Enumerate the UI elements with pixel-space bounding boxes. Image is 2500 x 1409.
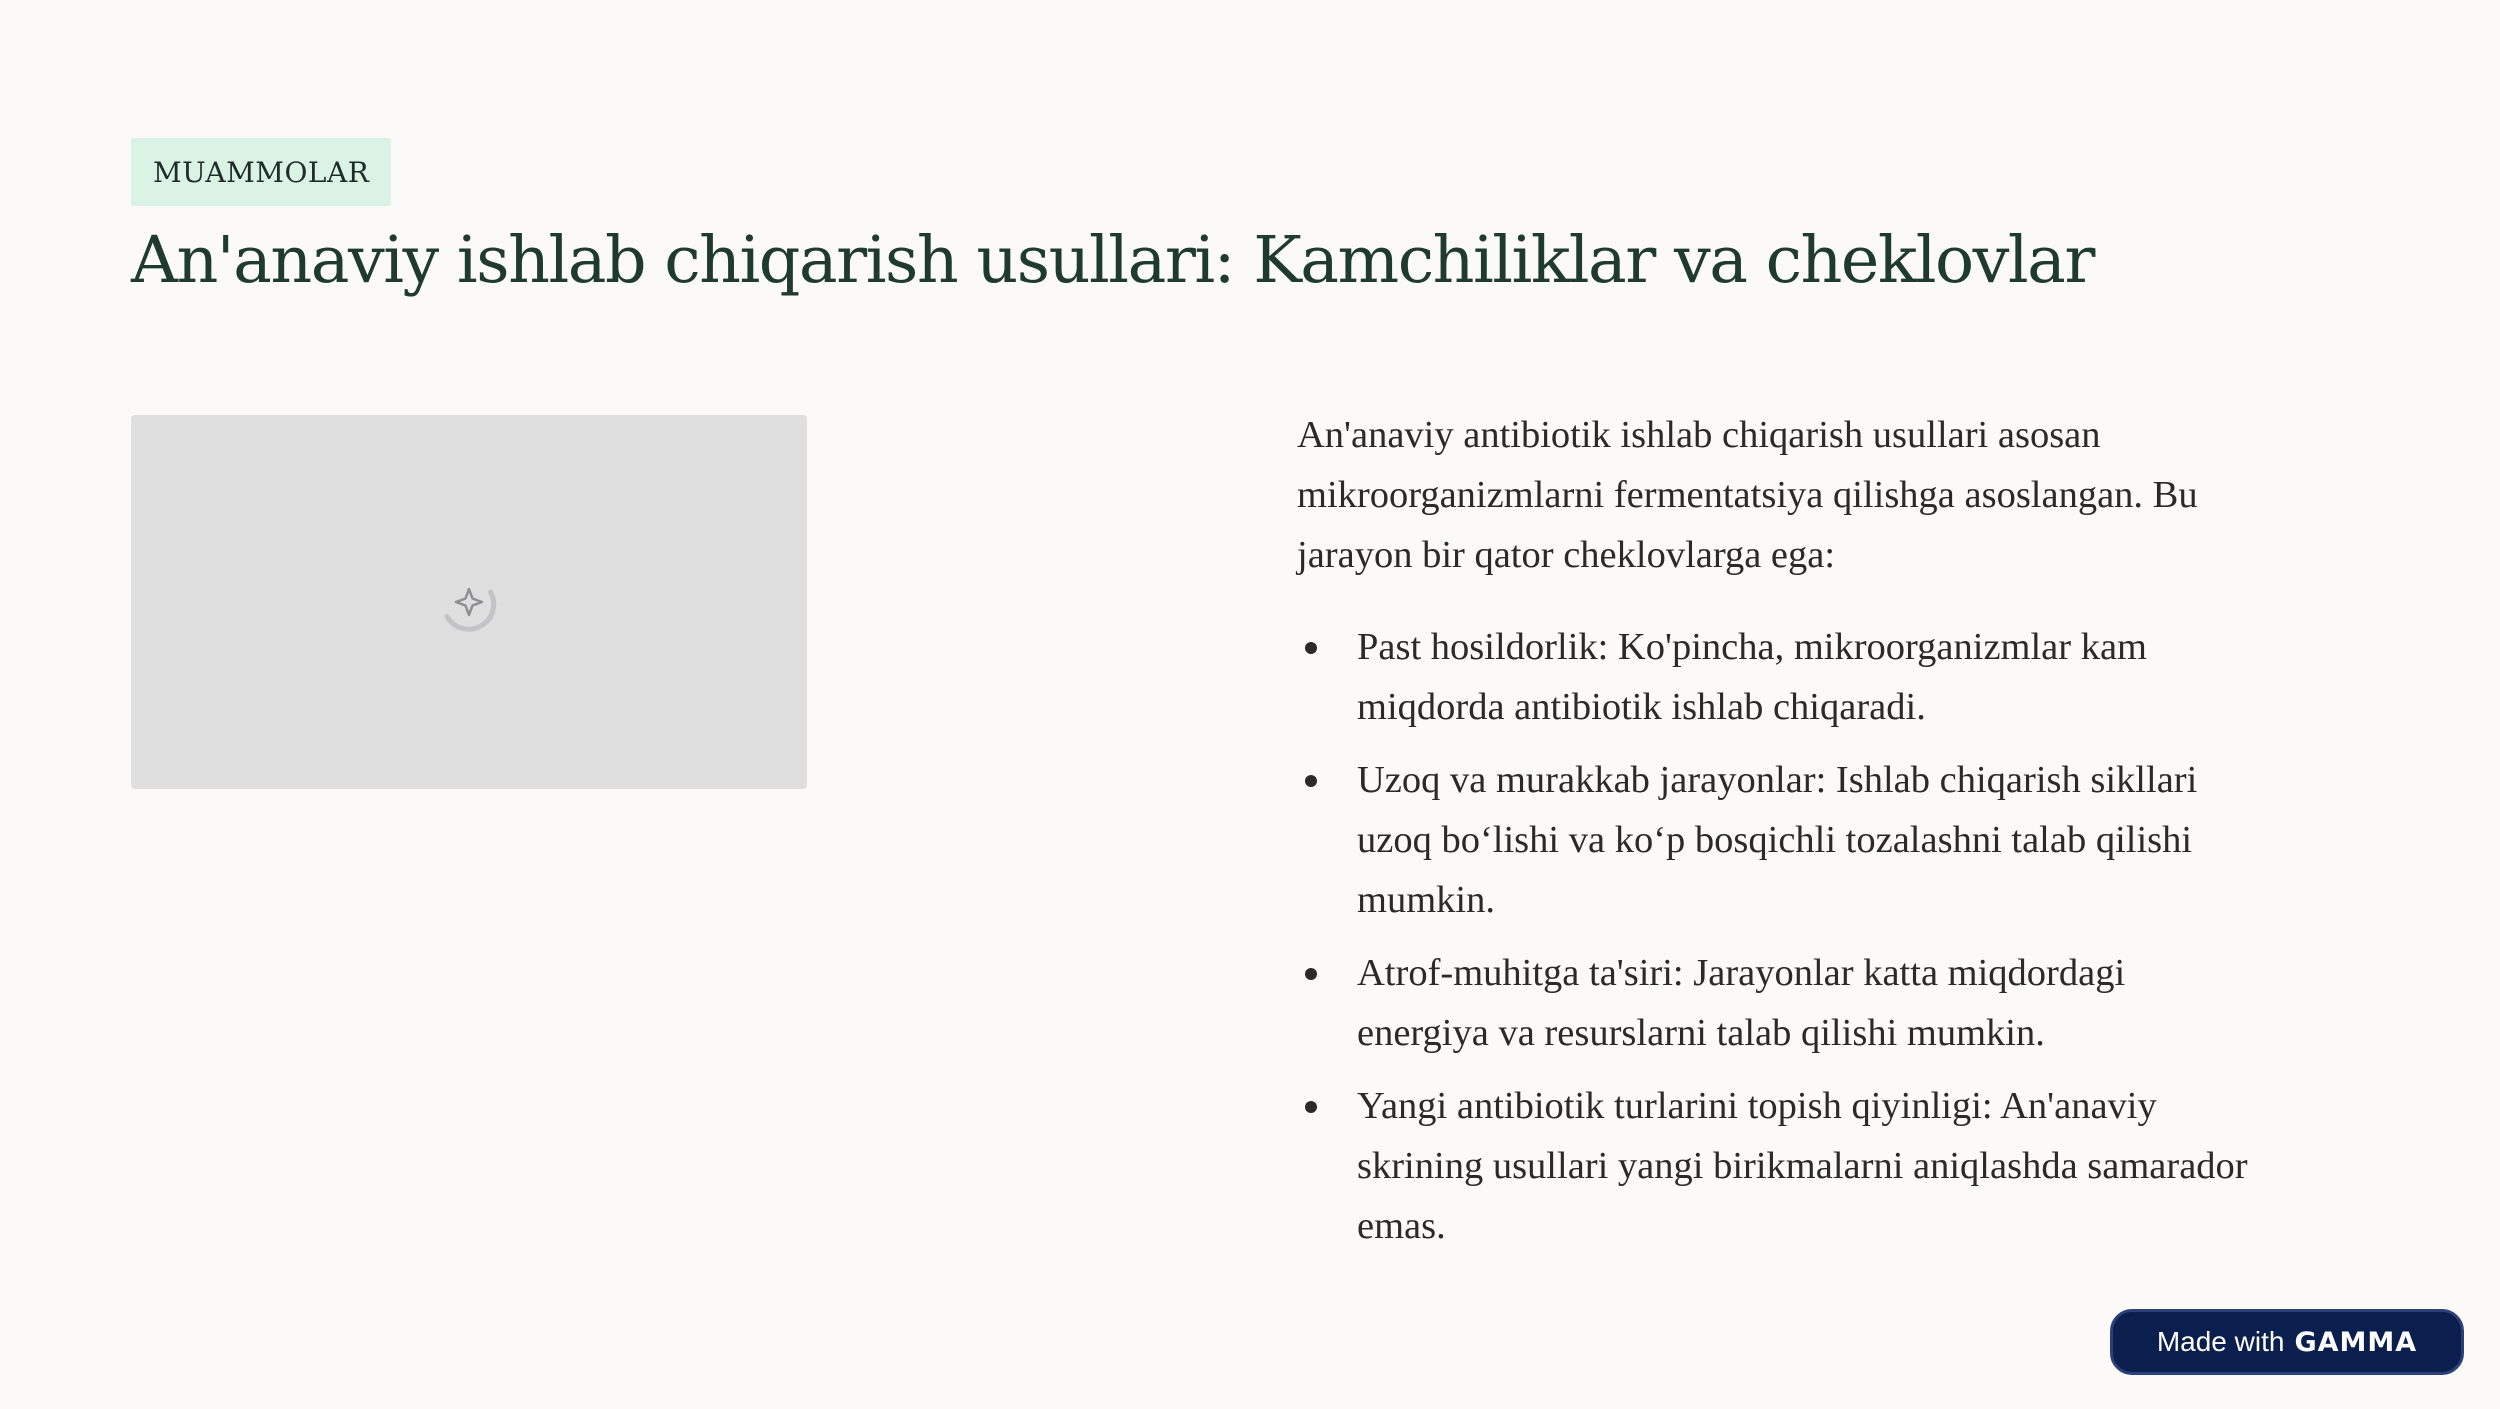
bullet-item	[1297, 617, 2387, 737]
section-tag	[131, 138, 391, 206]
bullet-item	[1297, 1076, 2387, 1256]
bullet-dot	[1305, 775, 1317, 787]
bullet-list	[1297, 617, 2387, 1256]
intro-line: jarayon bir qator cheklovlarga ega:	[1297, 534, 1836, 576]
bullet-line: emas.	[1357, 1205, 1446, 1247]
content-column	[1297, 405, 2387, 1269]
made-with-gamma-badge[interactable]	[2110, 1309, 2464, 1375]
gamma-logo: GAMMA	[2294, 1326, 2418, 1358]
intro-line: mikroorganizmlarni fermentatsiya qilishga asoslangan. Bu	[1297, 474, 2198, 516]
bullet-line: Past hosildorlik: Ko'pincha, mikroorganizmlar kam	[1357, 626, 2148, 668]
bullet-dot	[1305, 968, 1317, 980]
bullet-item	[1297, 750, 2387, 930]
bullet-line: skrining usullari yangi birikmalarni aniqlashda samarador	[1357, 1145, 2248, 1187]
bullet-line: Atrof-muhitga ta'siri: Jarayonlar katta miqdordagi	[1357, 952, 2126, 994]
slide-title: An'anaviy ishlab chiqarish usullari: Kamchiliklar va cheklovlar	[131, 223, 2094, 298]
intro-line: An'anaviy antibiotik ishlab chiqarish usullari asosan	[1297, 414, 2101, 456]
bullet-line: uzoq bo‘lishi va ko‘p bosqichli tozalashni talab qilishi	[1357, 819, 2193, 861]
bullet-item	[1297, 943, 2387, 1063]
bullet-line: miqdorda antibiotik ishlab chiqaradi.	[1357, 686, 1926, 728]
sparkle-loading-icon	[419, 552, 519, 652]
image-placeholder	[131, 415, 807, 789]
bullet-dot	[1305, 1101, 1317, 1113]
intro-paragraph	[1297, 405, 2387, 585]
bullet-line: energiya va resurslarni talab qilishi mumkin.	[1357, 1012, 2045, 1054]
bullet-dot	[1305, 642, 1317, 654]
bullet-line: Uzoq va murakkab jarayonlar: Ishlab chiqarish sikllari	[1357, 759, 2198, 801]
bullet-line: mumkin.	[1357, 879, 1495, 921]
section-tag-label: MUAMMOLAR	[153, 155, 370, 189]
bullet-line: Yangi antibiotik turlarini topish qiyinligi: An'anaviy	[1357, 1085, 2157, 1127]
badge-prefix: Made with	[2156, 1326, 2285, 1357]
